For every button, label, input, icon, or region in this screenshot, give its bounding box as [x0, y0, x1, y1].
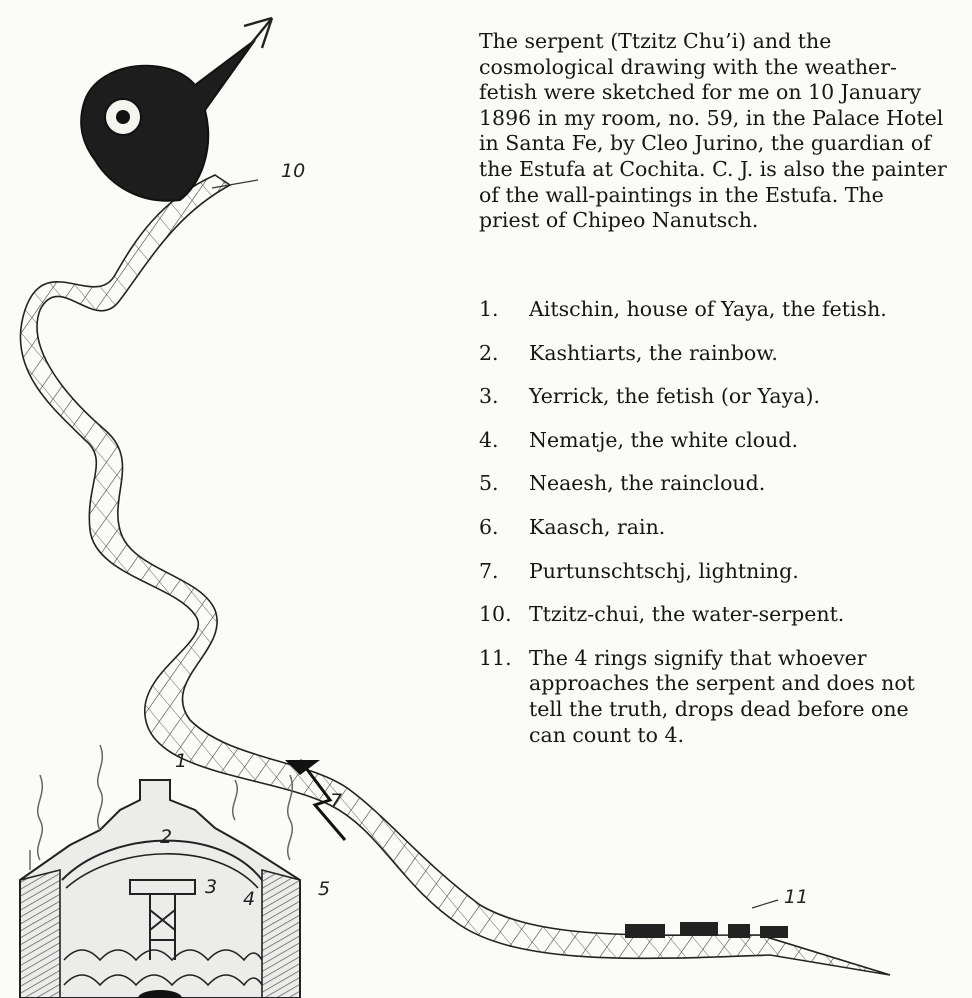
legend-item	[479, 646, 949, 748]
legend-number: 5.	[479, 471, 499, 496]
legend-text: Ttzitz-chui, the water-serpent.	[529, 602, 845, 627]
label-4: 4	[243, 888, 256, 910]
label-3: 3	[205, 876, 218, 898]
legend-text: Aitschin, house of Yaya, the fetish.	[529, 297, 887, 321]
label-7: 7	[330, 790, 343, 812]
legend-number: 7.	[479, 558, 499, 583]
label-11-leader	[752, 900, 778, 908]
legend-item	[479, 297, 949, 323]
legend-number: 3.	[479, 384, 499, 409]
label-5: 5	[318, 878, 331, 900]
caption	[479, 29, 949, 234]
legend-list	[479, 297, 949, 766]
label-1: 1	[175, 750, 188, 772]
label-10: 10	[281, 160, 306, 182]
legend-text: Purtunschtschj, lightning.	[529, 558, 799, 583]
legend-text: Neaesh, the raincloud.	[529, 471, 766, 496]
legend-item	[479, 341, 949, 367]
legend-number: 2.	[479, 340, 499, 365]
tail-rings	[625, 922, 788, 938]
legend-text: Yerrick, the fetish (or Yaya).	[529, 384, 820, 409]
caption-text: The serpent (Ttzitz Chu’i) and the cosmological drawing with the weather-fetish were sketched for me on 10 January 1896 in my room, no. 59, in the Palace Hotel in Santa Fe, by Cleo Jurino, the guardian of the Estufa at Cochita. C. J. is also the painter of the wall-paintings in the Estufa. The priest of Chipeo Nanutsch.	[479, 29, 947, 233]
legend-number: 4.	[479, 427, 499, 452]
estufa-house	[20, 780, 300, 998]
legend-item	[479, 559, 949, 585]
label-2: 2	[160, 826, 173, 848]
legend-number: 6.	[479, 514, 499, 539]
legend-number: 10.	[479, 602, 512, 627]
legend-text: Kashtiarts, the rainbow.	[529, 340, 778, 365]
legend-item	[479, 428, 949, 454]
legend-text: Nematje, the white cloud.	[529, 427, 798, 452]
serpent-head	[81, 18, 272, 201]
legend-number: 1.	[479, 297, 499, 321]
legend-item	[479, 515, 949, 541]
legend-number: 11.	[479, 645, 512, 670]
legend-item	[479, 384, 949, 410]
legend-text: The 4 rings signify that whoever approaches the serpent and does not tell the truth, drops dead before one can count to 4.	[529, 645, 915, 747]
legend-item	[479, 471, 949, 497]
legend-text: Kaasch, rain.	[529, 514, 666, 539]
label-11: 11	[784, 886, 809, 908]
legend-item	[479, 602, 949, 628]
